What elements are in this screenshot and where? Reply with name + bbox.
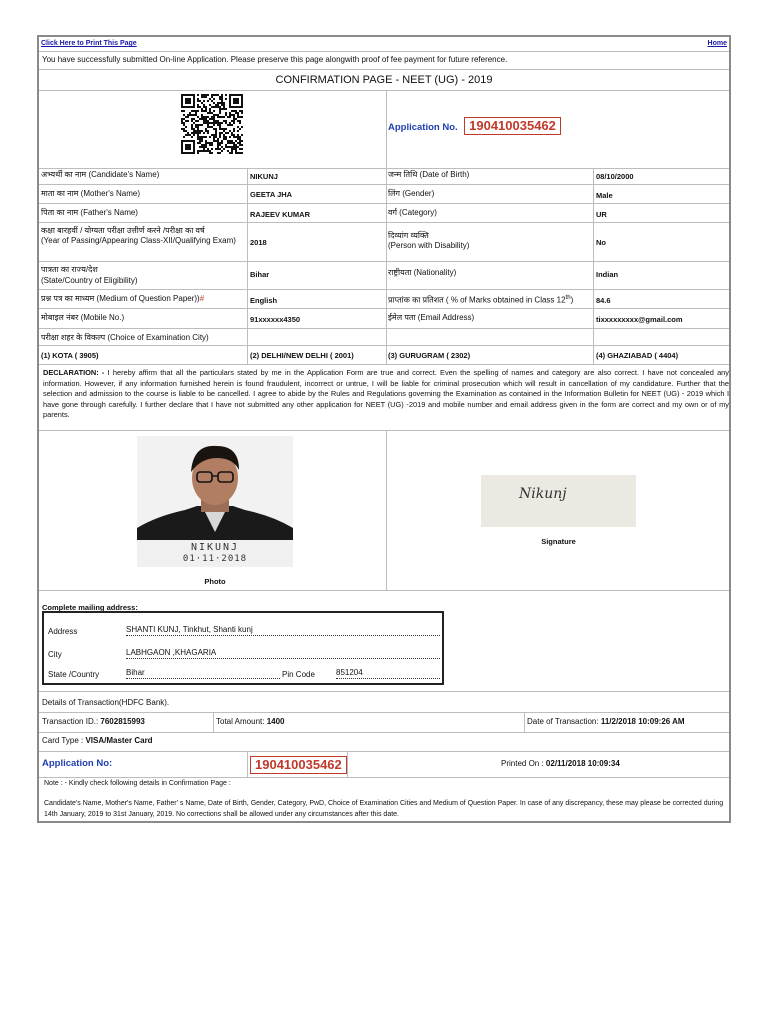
- address-value: SHANTI KUNJ, Tinkhut, Shanti kunj: [126, 625, 440, 636]
- city-label: City: [48, 650, 62, 659]
- category-label: वर्ग (Category): [388, 208, 437, 217]
- medium-label: प्रश्न पत्र का माध्यम (Medium of Question Paper))#: [41, 294, 205, 303]
- marks-value: 84.6: [596, 296, 611, 305]
- total-amount: Total Amount: 1400: [216, 717, 285, 726]
- email-label: ईमेल पता (Email Address): [388, 313, 475, 322]
- father-name-label: पिता का नाम (Father's Name): [41, 208, 138, 217]
- gender-label: लिंग (Gender): [388, 189, 435, 198]
- city-choice-3: (3) GURUGRAM ( 2302): [388, 351, 471, 360]
- photo-caption-date: 01·11·2018: [182, 554, 248, 564]
- marks-label: प्राप्तांक का प्रतिशत ( % of Marks obtained in Class 12th): [388, 295, 574, 305]
- pwd-value: No: [596, 238, 606, 247]
- declaration-text: DECLARATION: - I hereby affirm that all the particulars stated by me in the Application Form are true and correct. Even the spelling of names and category are also correct. I have not concealed any information. However, if any information furnished herein is found fraudulent, incorrect or untrue, I will be liable for criminal prosecution which will result in cancellation of my candidature. Further that the selection and admission to the course is liable to be cancelled. I agree to abide by the Rules and Regulations governing the Examination as contained in the Information Bulletin for NEET (UG) - 2019 which I have gone through carefully. I further declare that I have not submitted any other application for NEET (UG) -2019 and mobile number and email address given in the form are correct and my own or of my parents.: [43, 368, 729, 420]
- year-of-passing: 2018: [250, 238, 267, 247]
- photo-label: Photo: [204, 577, 226, 586]
- candidate-photo: [137, 436, 293, 567]
- photo-caption-name: NIKUNJ: [190, 542, 240, 553]
- city-choice-1: (1) KOTA ( 3905): [41, 351, 99, 360]
- pin-code-label: Pin Code: [282, 670, 315, 679]
- mother-name: GEETA JHA: [250, 190, 293, 199]
- city-choice-4: (4) GHAZIABAD ( 4404): [596, 351, 679, 360]
- candidate-name: NIKUNJ: [250, 172, 278, 181]
- footer-application-number: 190410035462: [250, 756, 347, 774]
- state-eligibility-label: पात्रता का राज्य/देश (State/Country of Eligibility): [41, 265, 138, 285]
- home-link[interactable]: Home: [707, 40, 727, 47]
- footer-application-label: Application No:: [42, 758, 113, 769]
- email-value: tixxxxxxxxx@gmail.com: [596, 315, 683, 324]
- note-heading: Note : - Kindly check following details in Confirmation Page :: [44, 780, 231, 787]
- candidate-name-label: अभ्यर्थी का नाम (Candidate's Name): [41, 170, 160, 179]
- qr-code: [181, 94, 243, 154]
- success-notice: You have successfully submitted On-line Application. Please preserve this page alongwith proof of fee payment for future reference.: [42, 55, 508, 64]
- application-no-label: Application No.: [388, 122, 458, 133]
- page-title: CONFIRMATION PAGE - NEET (UG) - 2019: [275, 74, 493, 86]
- state-eligibility: Bihar: [250, 270, 270, 279]
- signature-scribble: Nikunj: [519, 486, 567, 502]
- mailing-address-box: [42, 611, 444, 685]
- mobile-value: 91xxxxxx4350: [250, 315, 301, 324]
- nationality-label: राष्ट्रीयता (Nationality): [388, 268, 457, 277]
- pin-code-value: 851204: [336, 668, 440, 679]
- father-name: RAJEEV KUMAR: [250, 210, 311, 219]
- print-page-link[interactable]: Click Here to Print This Page: [41, 40, 137, 47]
- dob-value: 08/10/2000: [596, 172, 634, 181]
- application-number: 190410035462: [464, 117, 561, 135]
- city-choice-label: परीक्षा शहर के विकल्प (Choice of Examination City): [41, 333, 209, 342]
- dob-label: जन्म तिथि (Date of Birth): [388, 170, 470, 179]
- state-country-value: Bihar: [126, 668, 280, 679]
- signature-label: Signature: [541, 537, 576, 546]
- city-value: LABHGAON ,KHAGARIA: [126, 648, 440, 659]
- year-of-passing-label: कक्षा बारहवीं / योग्यता परीक्षा उत्तीर्ण करने /परीक्षा का वर्ष (Year of Passing/Appearing Class-XII/Qualifying Exam): [41, 226, 236, 245]
- nationality-value: Indian: [596, 270, 619, 279]
- card-type: Card Type : VISA/Master Card: [42, 736, 153, 745]
- mother-name-label: माता का नाम (Mother's Name): [41, 189, 140, 198]
- address-label: Address: [48, 627, 78, 636]
- gender-value: Male: [596, 191, 613, 200]
- confirmation-sheet: [37, 35, 731, 823]
- mobile-label: मोबाइल नंबर (Mobile No.): [41, 313, 125, 322]
- printed-on: Printed On : 02/11/2018 10:09:34: [501, 759, 620, 768]
- transaction-id: Transaction ID.: 7602815993: [42, 717, 145, 726]
- signature-image: [481, 475, 636, 527]
- transaction-heading: Details of Transaction(HDFC Bank).: [42, 698, 170, 707]
- state-country-label: State /Country: [48, 670, 100, 679]
- city-choice-2: (2) DELHI/NEW DELHI ( 2001): [250, 351, 354, 360]
- pwd-label: दिव्यांग व्यक्ति (Person with Disability): [388, 231, 470, 250]
- category-value: UR: [596, 210, 607, 219]
- medium-value: English: [250, 296, 278, 305]
- transaction-date: Date of Transaction: 11/2/2018 10:09:26 AM: [527, 717, 685, 726]
- mailing-heading: Complete mailing address:: [42, 603, 138, 612]
- note-text: Candidate's Name, Mother's Name, Father' s Name, Date of Birth, Gender, Category, PwD, Choice of Examination Cities and Medium of Question Paper. In case of any discrepancy, these may please be corrected during 14th January, 2019 to 31st January, 2019. No corrections shall be allowed under any circumstances after this date.: [44, 800, 724, 818]
